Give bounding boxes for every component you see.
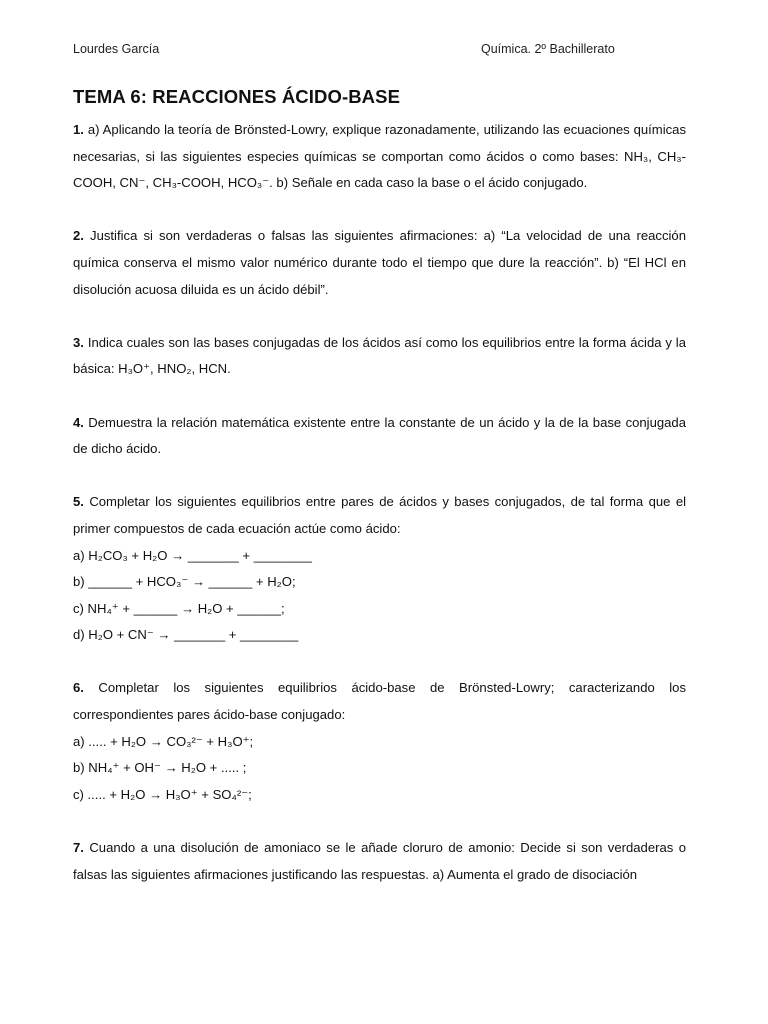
question-3 [73, 330, 686, 383]
question-4 [73, 410, 686, 463]
equation-left: d) H₂O + CN⁻ [73, 627, 158, 643]
question-number: 3. [73, 334, 84, 350]
question-5-stem [73, 489, 686, 542]
equation-right: CO₃²⁻ + H₃O⁺; [162, 733, 254, 749]
equation-left: a) ..... + H₂O [73, 733, 150, 749]
question-number: 5. [73, 494, 84, 510]
question-2 [73, 223, 686, 303]
question-text: Indica cuales son las bases conjugadas de los ácidos así como los equilibrios entre la forma ácida y la básica: H₃O⁺, HNO₂, HCN. [73, 334, 687, 377]
equation-right: H₃O⁺ + SO₄²⁻; [162, 786, 252, 802]
question-text: Cuando a una disolución de amoniaco se le añade cloruro de amonio: Decide si son verdaderas o falsas las siguientes afirmaciones justificando las respuestas. a) Aumenta el grado de disociación [73, 840, 686, 882]
equation-right: _______ + ________ [184, 547, 312, 563]
equation-line [73, 729, 686, 756]
question-number: 6. [73, 680, 84, 696]
question-text: Completar los siguientes equilibrios ácido-base de Brönsted-Lowry; caracterizando los correspondientes pares ácido-base conjugado: [73, 680, 686, 723]
equation-line [73, 622, 686, 649]
equation-right: H₂O + ..... ; [177, 760, 247, 776]
equation-left: b) ______ + HCO₃⁻ [73, 574, 192, 590]
question-text: a) Aplicando la teoría de Brönsted-Lowry, explique razonadamente, utilizando las ecuaciones químicas necesarias, si las siguientes especies químicas se comportan como ácidos o como bases: NH₃, CH₃-COOH, CN⁻, CH₃-COOH, HCO₃⁻. b) Señale en cada caso la base o el ácido conjugado. [73, 122, 686, 191]
equation-line [73, 569, 686, 596]
question-5 [73, 489, 686, 649]
question-number: 4. [73, 414, 84, 430]
arrow-icon: → [149, 733, 163, 749]
equation-right: ______ + H₂O; [204, 574, 296, 590]
question-text: Demuestra la relación matemática existente entre la constante de un ácido y la de la base conjugada de dicho ácido. [73, 414, 686, 457]
arrow-icon: → [191, 574, 205, 590]
equation-left: c) NH₄⁺ + ______ [73, 600, 181, 616]
equation-left: a) H₂CO₃ + H₂O [73, 547, 172, 563]
question-7 [73, 835, 686, 888]
question-1 [73, 117, 686, 197]
header-author: Lourdes García [73, 42, 160, 56]
question-number: 2. [73, 228, 84, 244]
question-6 [73, 675, 686, 808]
equation-line [73, 543, 686, 570]
equation-line [73, 782, 686, 809]
equation-right: H₂O + ______; [194, 600, 285, 616]
header-subject: Química. 2º Bachillerato [481, 42, 615, 56]
question-number: 1. [73, 122, 84, 137]
arrow-icon: → [157, 627, 171, 643]
question-text: Completar los siguientes equilibrios entre pares de ácidos y bases conjugados, de tal forma que el primer compuestos de cada ecuación actúe como ácido: [73, 494, 687, 536]
equation-line [73, 596, 686, 623]
arrow-icon: → [171, 547, 185, 563]
page-title: TEMA 6: REACCIONES ÁCIDO-BASE [73, 86, 401, 107]
question-text: Justifica si son verdaderas o falsas las siguientes afirmaciones: a) “La velocidad de una reacción química conserva el mismo valor numérico durante todo el tiempo que dure la reacción”. b) “El HCl en disolución acuosa diluida es un ácido débil”. [73, 228, 686, 297]
exercise-list [73, 117, 686, 915]
equation-left: b) NH₄⁺ + OH⁻ [73, 760, 165, 776]
arrow-icon: → [180, 600, 195, 616]
question-number: 7. [73, 840, 84, 856]
equation-right: _______ + ________ [170, 627, 299, 643]
equation-line [73, 755, 686, 782]
arrow-icon: → [164, 760, 178, 776]
arrow-icon: → [149, 786, 163, 802]
equation-left: c) ..... + H₂O [73, 786, 150, 802]
question-6-stem [73, 675, 686, 728]
